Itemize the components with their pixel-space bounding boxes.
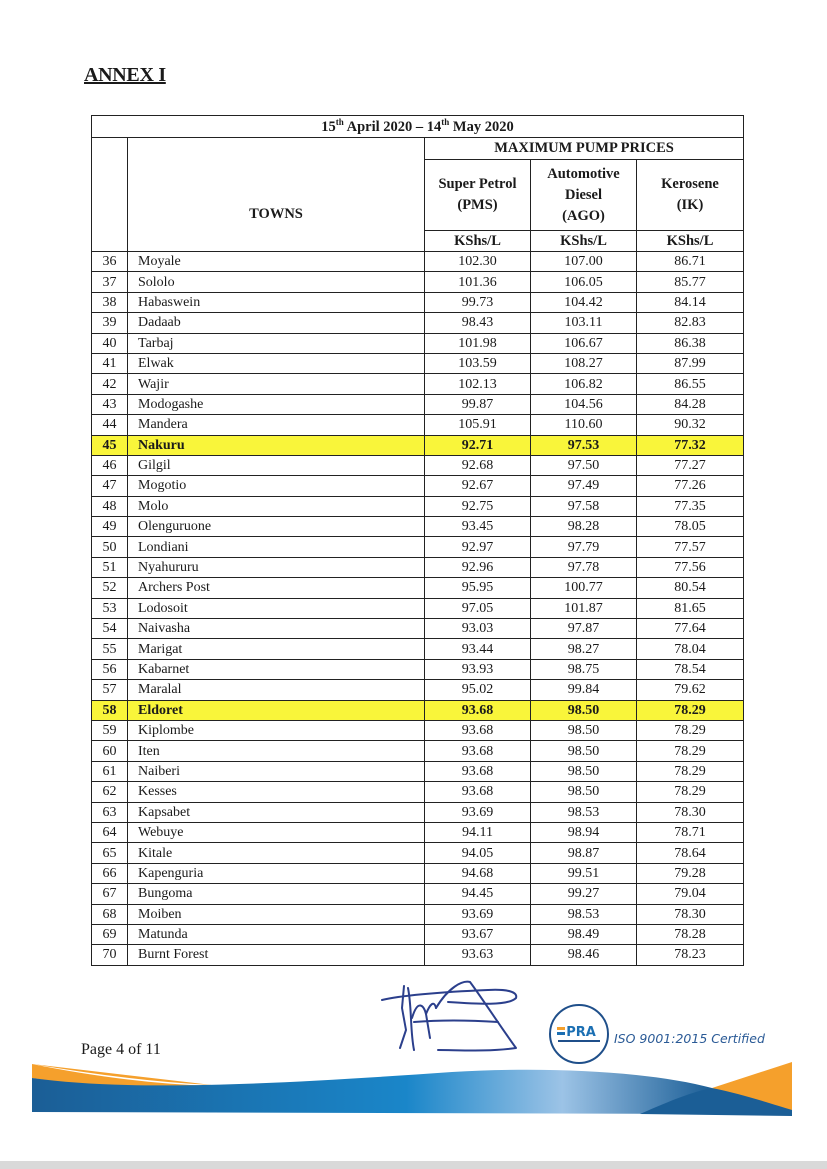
svg-text:PRA: PRA [566, 1025, 596, 1040]
row-number: 55 [92, 639, 128, 659]
table-row [92, 415, 744, 435]
town-name: Maralal [128, 680, 425, 700]
row-number: 70 [92, 945, 128, 965]
table-row [92, 517, 744, 537]
town-name: Nakuru [128, 435, 425, 455]
price-pms: 93.44 [425, 639, 531, 659]
table-row [92, 782, 744, 802]
maximum-pump-prices-header: MAXIMUM PUMP PRICES [425, 138, 744, 160]
price-ik: 84.14 [637, 292, 744, 312]
town-name: Kiplombe [128, 720, 425, 740]
town-name: Habaswein [128, 292, 425, 312]
table-row [92, 619, 744, 639]
price-pms: 93.68 [425, 720, 531, 740]
row-number: 59 [92, 720, 128, 740]
town-name: Moyale [128, 252, 425, 272]
price-pms: 101.36 [425, 272, 531, 292]
price-ago: 98.50 [531, 761, 637, 781]
price-pms: 99.73 [425, 292, 531, 312]
price-pms: 93.63 [425, 945, 531, 965]
price-ik: 78.29 [637, 720, 744, 740]
number-header-cell [92, 138, 128, 252]
table-row [92, 557, 744, 577]
footer-wave-banner [32, 1060, 792, 1120]
row-number: 39 [92, 313, 128, 333]
table-row [92, 924, 744, 944]
row-number: 40 [92, 333, 128, 353]
row-number: 63 [92, 802, 128, 822]
price-pms: 93.93 [425, 659, 531, 679]
period-start-suffix: th [335, 117, 344, 128]
row-number: 68 [92, 904, 128, 924]
price-ago: 97.87 [531, 619, 637, 639]
price-pms: 92.75 [425, 496, 531, 516]
table-row [92, 700, 744, 720]
town-name: Kapenguria [128, 863, 425, 883]
signature [378, 978, 538, 1054]
price-pms: 103.59 [425, 353, 531, 373]
town-name: Burnt Forest [128, 945, 425, 965]
price-ago: 98.94 [531, 822, 637, 842]
price-pms: 99.87 [425, 394, 531, 414]
group-header-row [92, 138, 744, 160]
price-pms: 95.02 [425, 680, 531, 700]
row-number: 36 [92, 252, 128, 272]
price-ago: 97.53 [531, 435, 637, 455]
town-name: Londiani [128, 537, 425, 557]
period-start-rest: April 2020 – [343, 118, 427, 135]
row-number: 44 [92, 415, 128, 435]
row-number: 38 [92, 292, 128, 312]
town-name: Gilgil [128, 455, 425, 475]
price-ik: 78.28 [637, 924, 744, 944]
row-number: 46 [92, 455, 128, 475]
price-ik: 78.54 [637, 659, 744, 679]
price-ik: 86.38 [637, 333, 744, 353]
price-pms: 93.68 [425, 782, 531, 802]
table-row [92, 578, 744, 598]
price-ik: 87.99 [637, 353, 744, 373]
price-ago: 97.58 [531, 496, 637, 516]
row-number: 51 [92, 557, 128, 577]
table-row [92, 537, 744, 557]
price-ik: 86.71 [637, 252, 744, 272]
table-row [92, 639, 744, 659]
row-number: 62 [92, 782, 128, 802]
page-bottom-edge [0, 1161, 827, 1169]
price-ik: 78.29 [637, 741, 744, 761]
price-ago: 103.11 [531, 313, 637, 333]
price-ago: 97.50 [531, 455, 637, 475]
price-ago: 98.50 [531, 720, 637, 740]
town-name: Mogotio [128, 476, 425, 496]
town-name: Naivasha [128, 619, 425, 639]
price-pms: 97.05 [425, 598, 531, 618]
table-row [92, 884, 744, 904]
town-name: Marigat [128, 639, 425, 659]
price-pms: 102.30 [425, 252, 531, 272]
row-number: 58 [92, 700, 128, 720]
town-name: Elwak [128, 353, 425, 373]
table-row [92, 476, 744, 496]
price-pms: 105.91 [425, 415, 531, 435]
town-name: Molo [128, 496, 425, 516]
town-name: Sololo [128, 272, 425, 292]
row-number: 69 [92, 924, 128, 944]
price-pms: 94.45 [425, 884, 531, 904]
table-row [92, 455, 744, 475]
price-ago: 98.75 [531, 659, 637, 679]
table-row [92, 272, 744, 292]
period-start-day: 15 [321, 118, 336, 135]
price-pms: 92.96 [425, 557, 531, 577]
table-row [92, 680, 744, 700]
row-number: 61 [92, 761, 128, 781]
town-name: Webuye [128, 822, 425, 842]
table-row [92, 313, 744, 333]
pump-prices-table [91, 115, 744, 966]
town-name: Dadaab [128, 313, 425, 333]
row-number: 42 [92, 374, 128, 394]
row-number: 47 [92, 476, 128, 496]
table-row [92, 353, 744, 373]
price-ago: 99.51 [531, 863, 637, 883]
price-ik: 78.30 [637, 904, 744, 924]
town-name: Eldoret [128, 700, 425, 720]
row-number: 60 [92, 741, 128, 761]
price-pms: 94.05 [425, 843, 531, 863]
price-pms: 93.03 [425, 619, 531, 639]
table-row [92, 659, 744, 679]
col-ik-line3: (IK) [676, 197, 704, 213]
period-end-rest: May 2020 [449, 118, 514, 135]
price-ik: 77.56 [637, 557, 744, 577]
town-name: Modogashe [128, 394, 425, 414]
column-header-pms [425, 160, 531, 231]
price-ago: 98.50 [531, 741, 637, 761]
towns-header: TOWNS [128, 138, 425, 252]
price-pms: 92.71 [425, 435, 531, 455]
price-ik: 78.71 [637, 822, 744, 842]
table-row [92, 496, 744, 516]
price-ago: 101.87 [531, 598, 637, 618]
table-row [92, 843, 744, 863]
price-ago: 100.77 [531, 578, 637, 598]
iso-certification: ISO 9001:2015 Certified [614, 1031, 765, 1046]
price-ik: 77.26 [637, 476, 744, 496]
price-ik: 78.30 [637, 802, 744, 822]
column-header-ago [531, 160, 637, 231]
row-number: 53 [92, 598, 128, 618]
row-number: 50 [92, 537, 128, 557]
price-pms: 93.69 [425, 802, 531, 822]
price-pms: 92.67 [425, 476, 531, 496]
epra-logo [548, 1003, 610, 1065]
period-end-suffix: th [441, 117, 450, 128]
row-number: 57 [92, 680, 128, 700]
town-name: Lodosoit [128, 598, 425, 618]
price-ik: 84.28 [637, 394, 744, 414]
price-ik: 78.05 [637, 517, 744, 537]
col-pms-line2: Super Petrol [438, 176, 517, 192]
price-ik: 77.64 [637, 619, 744, 639]
price-ik: 85.77 [637, 272, 744, 292]
table-row [92, 333, 744, 353]
town-name: Mandera [128, 415, 425, 435]
price-pms: 93.68 [425, 700, 531, 720]
col-ago-line3: (AGO) [562, 207, 605, 224]
table-row [92, 598, 744, 618]
price-pms: 93.69 [425, 904, 531, 924]
price-ik: 86.55 [637, 374, 744, 394]
row-number: 49 [92, 517, 128, 537]
col-ik-line2: Kerosene [661, 176, 719, 192]
unit-ago: KShs/L [531, 231, 637, 252]
price-ago: 97.79 [531, 537, 637, 557]
price-ik: 77.57 [637, 537, 744, 557]
town-name: Kitale [128, 843, 425, 863]
price-ago: 98.27 [531, 639, 637, 659]
table-row [92, 904, 744, 924]
price-ago: 98.49 [531, 924, 637, 944]
price-pms: 95.95 [425, 578, 531, 598]
row-number: 64 [92, 822, 128, 842]
town-name: Matunda [128, 924, 425, 944]
town-name: Iten [128, 741, 425, 761]
row-number: 43 [92, 394, 128, 414]
price-ago: 98.28 [531, 517, 637, 537]
unit-ik: KShs/L [637, 231, 744, 252]
price-ago: 108.27 [531, 353, 637, 373]
row-number: 67 [92, 884, 128, 904]
price-pms: 98.43 [425, 313, 531, 333]
price-ik: 77.32 [637, 435, 744, 455]
price-pms: 93.67 [425, 924, 531, 944]
period-header [92, 116, 744, 138]
price-ago: 97.78 [531, 557, 637, 577]
town-name: Moiben [128, 904, 425, 924]
price-ago: 110.60 [531, 415, 637, 435]
table-row [92, 863, 744, 883]
period-end-day: 14 [426, 118, 442, 135]
price-ago: 107.00 [531, 252, 637, 272]
col-ago-line1: Automotive [547, 165, 620, 182]
price-pms: 92.68 [425, 455, 531, 475]
row-number: 66 [92, 863, 128, 883]
price-ago: 99.84 [531, 680, 637, 700]
price-ago: 97.49 [531, 476, 637, 496]
town-name: Kapsabet [128, 802, 425, 822]
price-ik: 90.32 [637, 415, 744, 435]
town-name: Nyahururu [128, 557, 425, 577]
price-pms: 101.98 [425, 333, 531, 353]
page-number: Page 4 of 11 [81, 1041, 161, 1058]
row-number: 41 [92, 353, 128, 373]
price-ago: 106.05 [531, 272, 637, 292]
column-header-ik [637, 160, 744, 231]
table-row [92, 945, 744, 965]
table-row [92, 435, 744, 455]
price-ik: 78.64 [637, 843, 744, 863]
unit-pms: KShs/L [425, 231, 531, 252]
price-ago: 104.56 [531, 394, 637, 414]
price-pms: 92.97 [425, 537, 531, 557]
town-name: Bungoma [128, 884, 425, 904]
price-pms: 94.68 [425, 863, 531, 883]
row-number: 54 [92, 619, 128, 639]
price-ik: 78.23 [637, 945, 744, 965]
town-name: Olenguruone [128, 517, 425, 537]
price-ik: 82.83 [637, 313, 744, 333]
row-number: 56 [92, 659, 128, 679]
row-number: 37 [92, 272, 128, 292]
price-ago: 98.53 [531, 904, 637, 924]
row-number: 48 [92, 496, 128, 516]
price-ik: 78.29 [637, 782, 744, 802]
price-ago: 98.46 [531, 945, 637, 965]
price-ik: 80.54 [637, 578, 744, 598]
price-ik: 79.28 [637, 863, 744, 883]
price-pms: 94.11 [425, 822, 531, 842]
price-ago: 106.67 [531, 333, 637, 353]
col-ago-line2: Diesel [564, 186, 603, 203]
town-name: Naiberi [128, 761, 425, 781]
price-ago: 98.53 [531, 802, 637, 822]
price-ago: 99.27 [531, 884, 637, 904]
town-name: Wajir [128, 374, 425, 394]
row-number: 52 [92, 578, 128, 598]
row-number: 45 [92, 435, 128, 455]
table-row [92, 741, 744, 761]
town-name: Tarbaj [128, 333, 425, 353]
table-row [92, 394, 744, 414]
price-ik: 81.65 [637, 598, 744, 618]
table-row [92, 802, 744, 822]
price-ik: 79.62 [637, 680, 744, 700]
col-pms-line3: (PMS) [457, 197, 498, 213]
price-pms: 93.45 [425, 517, 531, 537]
table-row [92, 720, 744, 740]
price-ago: 106.82 [531, 374, 637, 394]
price-ago: 98.87 [531, 843, 637, 863]
row-number: 65 [92, 843, 128, 863]
table-row [92, 822, 744, 842]
price-ik: 78.29 [637, 700, 744, 720]
price-ago: 98.50 [531, 700, 637, 720]
price-pms: 93.68 [425, 741, 531, 761]
town-name: Archers Post [128, 578, 425, 598]
price-ik: 78.29 [637, 761, 744, 781]
price-pms: 102.13 [425, 374, 531, 394]
price-ago: 104.42 [531, 292, 637, 312]
price-ik: 77.35 [637, 496, 744, 516]
table-row [92, 761, 744, 781]
table-row [92, 252, 744, 272]
town-name: Kesses [128, 782, 425, 802]
annex-title: ANNEX I [84, 64, 166, 86]
town-name: Kabarnet [128, 659, 425, 679]
table-row [92, 292, 744, 312]
price-ik: 79.04 [637, 884, 744, 904]
period-header-row [92, 116, 744, 138]
price-ago: 98.50 [531, 782, 637, 802]
price-ik: 78.04 [637, 639, 744, 659]
price-ik: 77.27 [637, 455, 744, 475]
price-pms: 93.68 [425, 761, 531, 781]
table-row [92, 374, 744, 394]
